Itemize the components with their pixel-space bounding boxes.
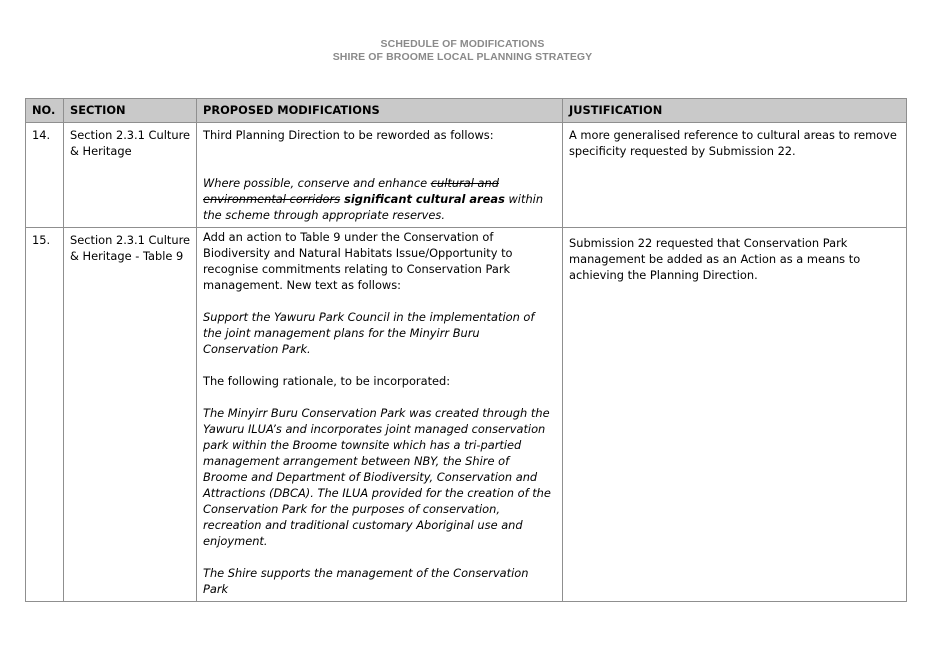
modification-quote: [203, 175, 556, 223]
row-section: Section 2.3.1 Culture & Heritage: [64, 123, 197, 228]
column-header-proposed-modifications: PROPOSED MODIFICATIONS: [197, 99, 563, 123]
table-row: [26, 228, 907, 602]
modification-intro: Add an action to Table 9 under the Conservation of Biodiversity and Natural Habitats Issue/Opportunity to recognise commitments relating to Conservation Park management. New text as follows:: [203, 230, 513, 292]
quote-text-end: within the scheme through appropriate reserves.: [203, 192, 544, 222]
modification-rationale-intro: The following rationale, to be incorporated:: [203, 374, 451, 388]
column-header-justification: JUSTIFICATION: [563, 99, 907, 123]
row-number: 15.: [26, 228, 64, 602]
column-header-no: NO.: [26, 99, 64, 123]
modification-rationale-continued: The Shire supports the management of the Conservation Park: [203, 566, 529, 596]
deleted-text: cultural and environmental corridors: [203, 176, 499, 206]
table-header-row: [26, 99, 907, 123]
inserted-text: significant cultural areas: [340, 192, 505, 206]
table-row: [26, 123, 907, 228]
modification-intro: Third Planning Direction to be reworded as follows:: [203, 128, 494, 142]
row-proposed-modification: [197, 228, 563, 602]
row-proposed-modification: [197, 123, 563, 228]
row-number: 14.: [26, 123, 64, 228]
header-subtitle: SHIRE OF BROOME LOCAL PLANNING STRATEGY: [332, 51, 593, 63]
modification-action-text: Support the Yawuru Park Council in the implementation of the joint management plans for the Minyirr Buru Conservation Park.: [203, 310, 535, 356]
modifications-table: [25, 98, 907, 602]
row-section: Section 2.3.1 Culture & Heritage - Table 9: [64, 228, 197, 602]
document-header: [0, 38, 925, 64]
modification-rationale-text: The Minyirr Buru Conservation Park was created through the Yawuru ILUA’s and incorporates joint managed conservation park within the Broome townsite which has a tri-partied management arrangement between NBY, the Shire of Broome and Department of Biodiversity, Conservation and Attractions (DBCA). The ILUA provided for the creation of the Conservation Park for the purposes of conservation, recreation and traditional customary Aboriginal use and enjoyment.: [203, 406, 551, 548]
header-title: SCHEDULE OF MODIFICATIONS: [380, 38, 545, 50]
row-justification: Submission 22 requested that Conservation Park management be added as an Action as a means to achieving the Planning Direction.: [563, 228, 907, 602]
row-justification: A more generalised reference to cultural areas to remove specificity requested by Submission 22.: [563, 123, 907, 228]
column-header-section: SECTION: [64, 99, 197, 123]
quote-text: Where possible, conserve and enhance: [203, 176, 431, 190]
